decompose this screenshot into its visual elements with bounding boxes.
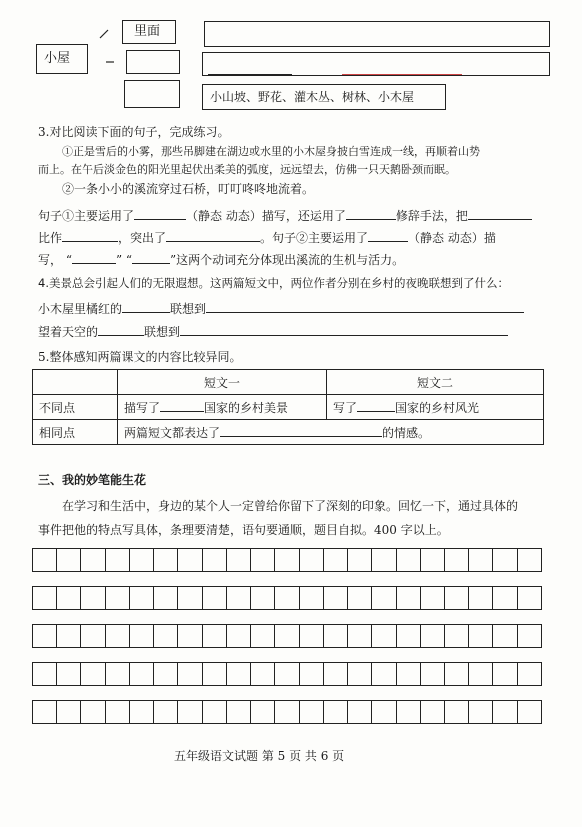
blank-q4-2[interactable] [206, 300, 524, 313]
grid-cell[interactable] [275, 663, 299, 685]
grid-cell[interactable] [178, 701, 202, 723]
grid-cell[interactable] [178, 625, 202, 647]
blank-q5-1[interactable] [160, 399, 204, 412]
grid-cell[interactable] [493, 701, 517, 723]
grid-cell[interactable] [445, 549, 469, 571]
cell-text1-country: 描写了 国家的乡村美景 [118, 395, 327, 420]
answer-box-1 [204, 21, 550, 47]
grid-cell[interactable] [493, 625, 517, 647]
grid-cell[interactable] [227, 663, 251, 685]
q3-sentence1-line1: ①正是雪后的小雾，那些吊脚建在湖边或水里的小木屋身披白雪连成一线，再顺着山势 [62, 145, 480, 158]
table-row-differences [33, 395, 544, 420]
grid-cell[interactable] [300, 625, 324, 647]
grid-cell[interactable] [300, 587, 324, 609]
blank-q5-3[interactable] [220, 424, 382, 437]
grid-cell[interactable] [397, 587, 421, 609]
header-text2: 短文二 [327, 370, 544, 395]
grid-cell[interactable] [324, 701, 348, 723]
q3-fill-line3: 写， “ ” “ ”这两个动词充分体现出溪流的生机与活力。 [38, 253, 405, 267]
grid-cell[interactable] [518, 663, 541, 685]
grid-cell[interactable] [227, 587, 251, 609]
grid-cell[interactable] [33, 701, 57, 723]
grid-cell[interactable] [130, 587, 154, 609]
row-label-differences: 不同点 [33, 395, 118, 420]
grid-cell[interactable] [33, 587, 57, 609]
grid-cell[interactable] [421, 587, 445, 609]
grid-row-1[interactable] [32, 548, 542, 572]
grid-cell[interactable] [493, 549, 517, 571]
grid-cell[interactable] [130, 625, 154, 647]
q3-fill-line2: 比作 ，突出了 。句子②主要运用了 （静态 动态）描 [38, 231, 496, 245]
table-header-row [33, 370, 544, 395]
grid-cell[interactable] [57, 701, 81, 723]
grid-cell[interactable] [421, 549, 445, 571]
grid-cell[interactable] [33, 663, 57, 685]
q3-sentence2: ②一条小小的溪流穿过石桥，叮叮咚咚地流着。 [62, 182, 315, 196]
grid-cell[interactable] [469, 625, 493, 647]
grid-cell[interactable] [518, 625, 541, 647]
grid-cell[interactable] [81, 587, 105, 609]
grid-cell[interactable] [178, 549, 202, 571]
blank-q3-7[interactable] [72, 251, 116, 264]
header-empty [33, 370, 118, 395]
grid-cell[interactable] [81, 549, 105, 571]
grid-cell[interactable] [324, 587, 348, 609]
grid-row-2[interactable] [32, 586, 542, 610]
blank-q4-4[interactable] [180, 323, 508, 336]
grid-cell[interactable] [33, 625, 57, 647]
grid-cell[interactable] [300, 701, 324, 723]
grid-cell[interactable] [106, 587, 130, 609]
grid-cell[interactable] [106, 663, 130, 685]
blank-q5-2[interactable] [357, 399, 395, 412]
grid-cell[interactable] [227, 549, 251, 571]
section3-prompt-line1: 在学习和生活中，身边的某个人一定曾给你留下了深刻的印象。回忆一下，通过具体的 [62, 499, 519, 513]
grid-cell[interactable] [203, 549, 227, 571]
grid-cell[interactable] [469, 663, 493, 685]
blank-q3-2[interactable] [346, 207, 396, 220]
q3-fill-line1: 句子①主要运用了 （静态 动态）描写，还运用了 修辞手法，把 [38, 207, 532, 224]
grid-cell[interactable] [130, 549, 154, 571]
grid-cell[interactable] [203, 701, 227, 723]
grid-cell[interactable] [251, 549, 275, 571]
comparison-table [32, 369, 544, 445]
blank-q3-1[interactable] [134, 207, 186, 220]
grid-cell[interactable] [445, 587, 469, 609]
cell-similarity: 两篇短文都表达了 的情感。 [118, 420, 544, 445]
grid-row-5[interactable] [32, 700, 542, 724]
section3-title: 三、我的妙笔能生花 [38, 473, 147, 487]
answer-line-2b [342, 74, 462, 75]
grid-cell[interactable] [154, 587, 178, 609]
grid-cell[interactable] [251, 587, 275, 609]
grid-cell[interactable] [397, 701, 421, 723]
blank-q3-3[interactable] [468, 207, 532, 220]
grid-cell[interactable] [251, 625, 275, 647]
grid-cell[interactable] [397, 663, 421, 685]
connector-upper [100, 30, 108, 38]
grid-cell[interactable] [203, 587, 227, 609]
grid-cell[interactable] [348, 625, 372, 647]
grid-cell[interactable] [324, 549, 348, 571]
grid-cell[interactable] [130, 701, 154, 723]
grid-cell[interactable] [154, 663, 178, 685]
grid-cell[interactable] [372, 701, 396, 723]
branch3-box [124, 80, 180, 108]
grid-cell[interactable] [324, 625, 348, 647]
grid-cell[interactable] [203, 625, 227, 647]
grid-cell[interactable] [493, 587, 517, 609]
blank-q3-8[interactable] [132, 251, 170, 264]
grid-cell[interactable] [81, 625, 105, 647]
grid-cell[interactable] [469, 549, 493, 571]
grid-cell[interactable] [372, 587, 396, 609]
blank-q3-6[interactable] [368, 229, 408, 242]
grid-cell[interactable] [469, 587, 493, 609]
grid-cell[interactable] [445, 625, 469, 647]
q4-line1: 小木屋里橘红的 联想到 [38, 300, 524, 317]
root-node-label: 小屋 [44, 51, 71, 66]
grid-cell[interactable] [178, 587, 202, 609]
grid-cell[interactable] [106, 625, 130, 647]
grid-cell[interactable] [57, 663, 81, 685]
grid-cell[interactable] [348, 549, 372, 571]
grid-row-3[interactable] [32, 624, 542, 648]
answer-box-2 [202, 52, 550, 76]
grid-cell[interactable] [130, 663, 154, 685]
grid-cell[interactable] [251, 701, 275, 723]
grid-cell[interactable] [57, 625, 81, 647]
grid-cell[interactable] [397, 549, 421, 571]
grid-cell[interactable] [324, 663, 348, 685]
grid-cell[interactable] [300, 663, 324, 685]
q3-sentence1-line2: 而上。在午后淡金色的阳光里起伏出柔美的弧度，远远望去，仿佛一只天鹅卧颈而眠。 [38, 163, 456, 176]
grid-cell[interactable] [227, 701, 251, 723]
grid-cell[interactable] [275, 549, 299, 571]
grid-cell[interactable] [372, 663, 396, 685]
grid-cell[interactable] [106, 549, 130, 571]
grid-cell[interactable] [372, 549, 396, 571]
grid-cell[interactable] [445, 663, 469, 685]
grid-cell[interactable] [178, 663, 202, 685]
q3-title: 3.对比阅读下面的句子，完成练习。 [38, 125, 230, 139]
grid-cell[interactable] [469, 701, 493, 723]
q5-title: 5.整体感知两篇课文的内容比较异同。 [38, 350, 242, 364]
grid-cell[interactable] [275, 701, 299, 723]
branch1-label: 里面 [134, 24, 161, 39]
grid-cell[interactable] [154, 625, 178, 647]
q4-line2: 望着天空的 联想到 [38, 323, 508, 340]
branch2-box [126, 50, 180, 74]
blank-q4-3[interactable] [98, 323, 144, 336]
grid-cell[interactable] [106, 701, 130, 723]
grid-cell[interactable] [445, 701, 469, 723]
grid-cell[interactable] [227, 625, 251, 647]
grid-cell[interactable] [421, 625, 445, 647]
section3-prompt-line2: 事件把他的特点写具体，条理要清楚，语句要通顺，题目自拟。400 字以上。 [38, 523, 449, 537]
grid-cell[interactable] [518, 701, 541, 723]
grid-cell[interactable] [300, 549, 324, 571]
blank-q3-5[interactable] [166, 229, 260, 242]
grid-cell[interactable] [81, 663, 105, 685]
grid-cell[interactable] [57, 549, 81, 571]
grid-cell[interactable] [493, 663, 517, 685]
grid-cell[interactable] [57, 587, 81, 609]
grid-cell[interactable] [251, 663, 275, 685]
blank-q3-4[interactable] [62, 229, 118, 242]
word-bank-text: 小山坡、野花、灌木丛、树林、小木屋 [210, 90, 415, 104]
grid-cell[interactable] [518, 549, 541, 571]
grid-cell[interactable] [203, 663, 227, 685]
q4-title: 4.美景总会引起人们的无限遐想。这两篇短文中，两位作者分别在乡村的夜晚联想到了什么： [38, 276, 509, 290]
answer-line-2a [208, 74, 292, 75]
row-label-similarities: 相同点 [33, 420, 118, 445]
grid-cell[interactable] [275, 587, 299, 609]
grid-cell[interactable] [348, 587, 372, 609]
grid-cell[interactable] [154, 549, 178, 571]
grid-cell[interactable] [518, 587, 541, 609]
grid-cell[interactable] [348, 663, 372, 685]
grid-cell[interactable] [81, 701, 105, 723]
grid-row-4[interactable] [32, 662, 542, 686]
grid-cell[interactable] [33, 549, 57, 571]
grid-cell[interactable] [397, 625, 421, 647]
grid-cell[interactable] [421, 663, 445, 685]
grid-cell[interactable] [154, 701, 178, 723]
table-row-similarities [33, 420, 544, 445]
cell-text2-country: 写了 国家的乡村风光 [327, 395, 544, 420]
blank-q4-1[interactable] [122, 300, 170, 313]
header-text1: 短文一 [118, 370, 327, 395]
grid-cell[interactable] [275, 625, 299, 647]
grid-cell[interactable] [372, 625, 396, 647]
grid-cell[interactable] [348, 701, 372, 723]
grid-cell[interactable] [421, 701, 445, 723]
page-footer: 五年级语文试题 第 5 页 共 6 页 [174, 749, 345, 763]
